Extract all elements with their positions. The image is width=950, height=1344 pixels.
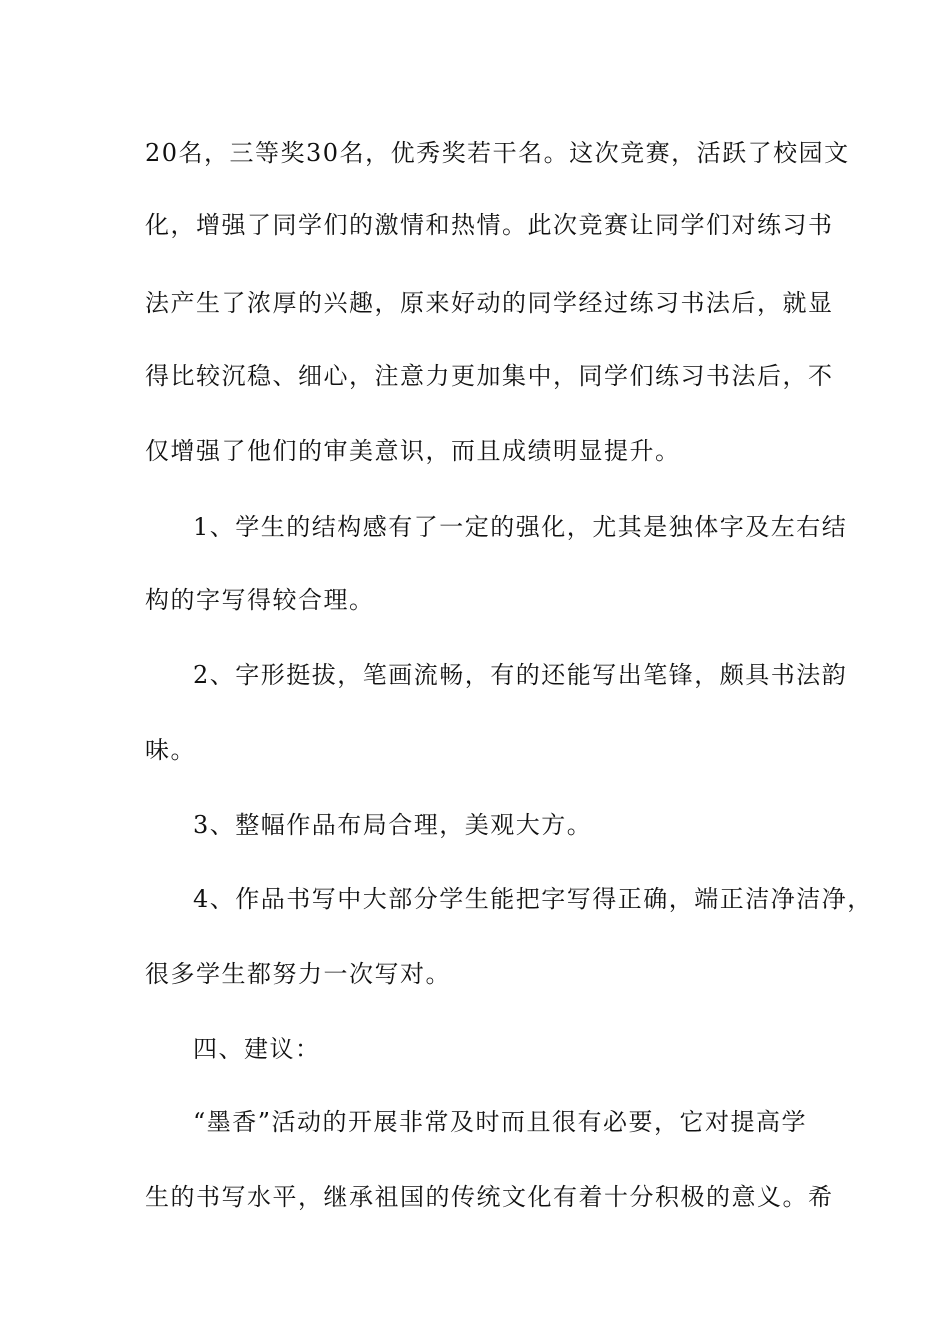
section-heading: 四、建议：	[193, 1035, 321, 1063]
list-item-1-line: 1、学生的结构感有了一定的强化，尤其是独体字及左右结	[193, 513, 848, 541]
paragraph-line: 20名，三等奖30名，优秀奖若干名。这次竞赛，活跃了校园文	[145, 139, 850, 167]
list-item-4-line: 很多学生都努力一次写对。	[145, 960, 451, 988]
list-item-3-line: 3、整幅作品布局合理，美观大方。	[193, 811, 593, 839]
list-item-2-line: 味。	[145, 736, 196, 764]
paragraph-line: 仅增强了他们的审美意识，而且成绩明显提升。	[145, 437, 681, 465]
paragraph-line: 化，增强了同学们的激情和热情。此次竞赛让同学们对练习书	[145, 211, 834, 239]
list-item-2-line: 2、字形挺拔，笔画流畅，有的还能写出笔锋，颇具书法韵	[193, 661, 848, 689]
paragraph-line: 法产生了浓厚的兴趣，原来好动的同学经过练习书法后，就显	[145, 289, 834, 317]
list-item-4-line: 4、作品书写中大部分学生能把字写得正确，端正洁净洁净，	[193, 885, 873, 913]
list-item-1-line: 构的字写得较合理。	[145, 586, 375, 614]
paragraph-line: 生的书写水平，继承祖国的传统文化有着十分积极的意义。希	[145, 1183, 834, 1211]
paragraph-line: “墨香”活动的开展非常及时而且很有必要，它对提高学	[193, 1108, 808, 1136]
paragraph-line: 得比较沉稳、细心，注意力更加集中，同学们练习书法后，不	[145, 362, 834, 390]
